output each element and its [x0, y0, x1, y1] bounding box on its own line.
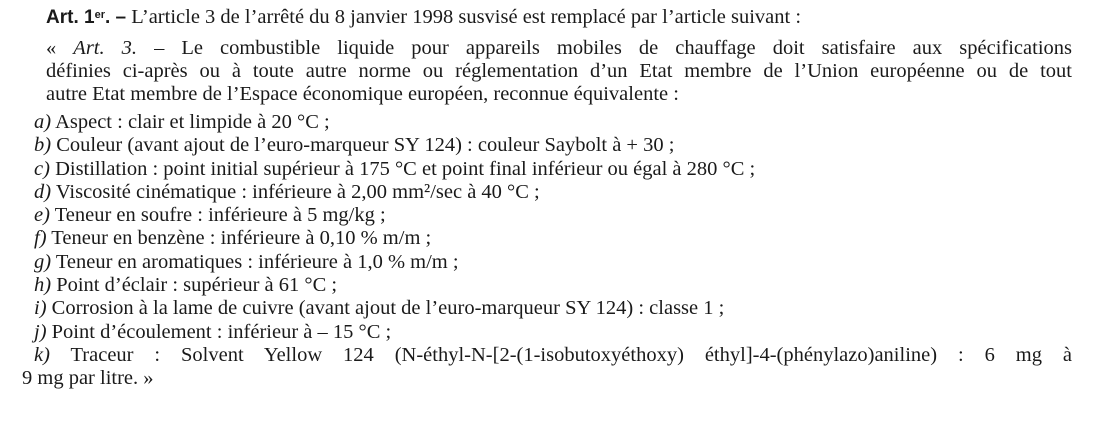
article-label: [46, 7, 126, 28]
specification-list: [22, 111, 1072, 391]
article-text: L’article 3 de l’arrêté du 8 janvier 1998 susvisé est remplacé par l’article suivant :: [131, 6, 802, 28]
item-letter: e): [34, 204, 50, 227]
intro-paragraph: [22, 37, 1072, 106]
list-item: [22, 134, 1072, 157]
item-letter: a): [34, 111, 52, 133]
article-number-suffix: er: [94, 9, 105, 21]
item-text: Couleur (avant ajout de l’euro-marqueur SY 124) : couleur Saybolt à + 30 ;: [51, 134, 675, 157]
intro-line-3: autre Etat membre de l’Espace économique européen, reconnue équivalente :: [46, 83, 679, 105]
item-letter: k): [34, 343, 50, 366]
list-item: [22, 227, 1072, 250]
item-letter: i): [34, 297, 47, 320]
list-item: [22, 158, 1072, 181]
last-item-line-1: [22, 344, 1072, 367]
legal-document: [22, 6, 1072, 391]
intro-line-2: définies ci-après ou à toute autre norme ou réglementation d’un Etat membre de l’Union européenne ou de tout: [46, 60, 1072, 82]
list-item: [22, 297, 1072, 320]
item-letter: g): [34, 250, 52, 273]
item-letter: j): [34, 320, 47, 343]
intro-text-1: – Le combustible liquide pour appareils mobiles de chauffage doit satisfaire aux spécifications: [137, 37, 1072, 59]
list-item: [22, 204, 1072, 227]
item-text: Traceur : Solvent Yellow 124 (N-éthyl-N-[2-(1-isobutoxyéthoxy) éthyl]-4-(phénylazo)aniline) : 6 mg à: [49, 343, 1072, 366]
item-text: Viscosité cinématique : inférieure à 2,00 mm²/sec à 40 °C ;: [51, 180, 540, 203]
item-text: Distillation : point initial supérieur à 175 °C et point final inférieur ou égal à 280 °C ;: [49, 157, 756, 180]
item-text: Teneur en aromatiques : inférieure à 1,0 % m/m ;: [51, 250, 459, 273]
article-number: Art. 1: [46, 7, 95, 28]
item-text: Point d’éclair : supérieur à 61 °C ;: [51, 274, 338, 297]
list-item: [22, 181, 1072, 204]
last-item-line-2: 9 mg par litre. »: [22, 367, 154, 390]
article-separator: . –: [104, 7, 127, 28]
list-item: [22, 251, 1072, 274]
item-text: Teneur en soufre : inférieure à 5 mg/kg ;: [49, 204, 386, 227]
list-item: [22, 274, 1072, 297]
item-letter: b): [34, 134, 52, 157]
item-letter: c): [34, 157, 50, 180]
item-text: Teneur en benzène : inférieure à 0,10 % m/m ;: [46, 227, 432, 250]
article-paragraph: [22, 6, 1072, 29]
list-item: [22, 111, 1072, 134]
open-quote: «: [46, 37, 74, 59]
item-text: Corrosion à la lame de cuivre (avant ajout de l’euro-marqueur SY 124) : classe 1 ;: [46, 297, 725, 320]
item-text: Aspect : clair et limpide à 20 °C ;: [51, 111, 330, 133]
item-letter: h): [34, 274, 52, 297]
item-letter: d): [34, 180, 52, 203]
item-text: Point d’écoulement : inférieur à – 15 °C ;: [46, 320, 392, 343]
list-item: [22, 321, 1072, 344]
article-reference: Art. 3.: [73, 37, 138, 59]
item-letter: f): [34, 227, 47, 250]
list-item-last: [22, 344, 1072, 391]
intro-line-1: [22, 37, 1072, 60]
